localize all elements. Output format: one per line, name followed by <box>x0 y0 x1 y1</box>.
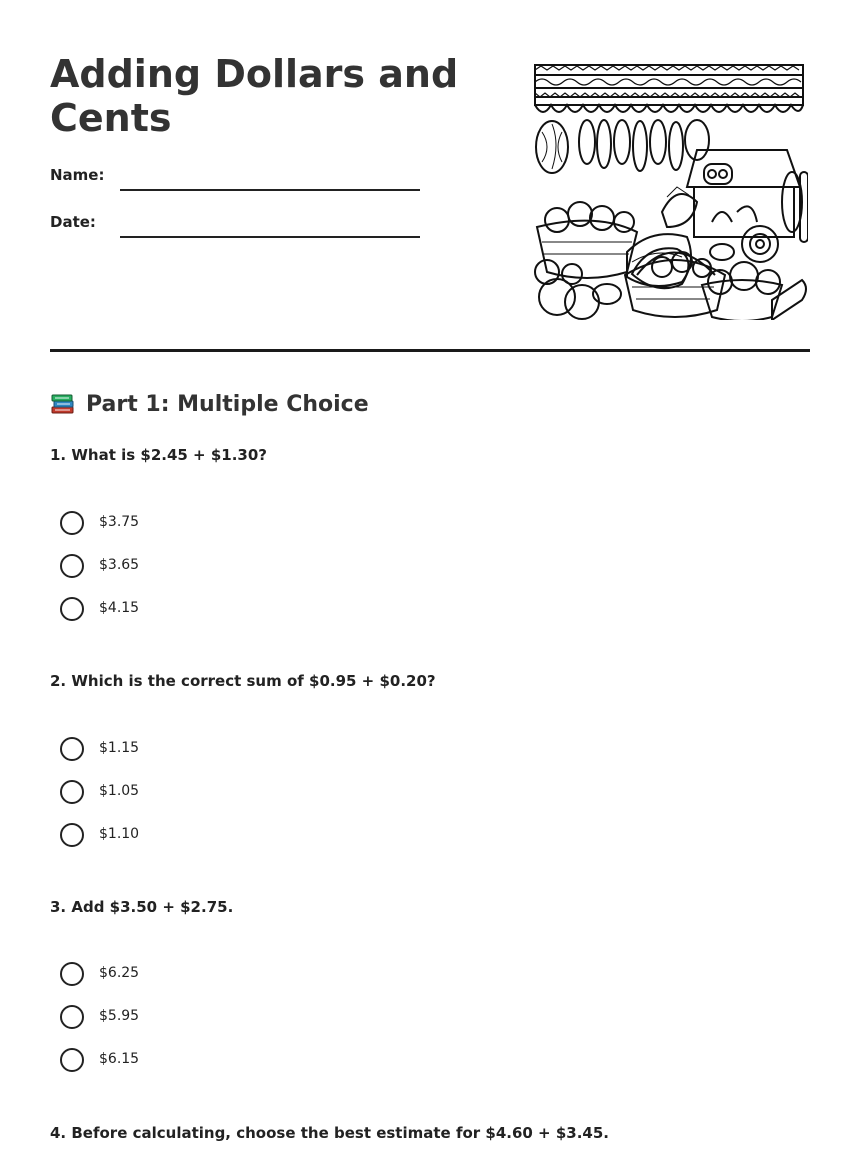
name-input-line[interactable] <box>120 189 420 191</box>
option-label: $4.15 <box>99 600 140 616</box>
part1-title: Part 1: Multiple Choice <box>86 392 369 417</box>
question-2: 2. Which is the correct sum of $0.95 + $0.20? <box>50 672 436 690</box>
option-label: $5.95 <box>99 1008 140 1024</box>
radio-button[interactable] <box>60 823 84 847</box>
radio-button[interactable] <box>60 511 84 535</box>
section-divider <box>50 349 810 352</box>
option-label: $6.15 <box>99 1051 140 1067</box>
date-input-line[interactable] <box>120 236 420 238</box>
question-4: 4. Before calculating, choose the best estimate for $4.60 + $3.45. <box>50 1124 609 1142</box>
option-label: $6.25 <box>99 965 140 981</box>
books-icon <box>50 390 76 416</box>
option-label: $1.10 <box>99 826 140 842</box>
radio-button[interactable] <box>60 780 84 804</box>
option-label: $3.65 <box>99 557 140 573</box>
radio-button[interactable] <box>60 554 84 578</box>
radio-button[interactable] <box>60 737 84 761</box>
option-label: $3.75 <box>99 514 140 530</box>
radio-button[interactable] <box>60 1005 84 1029</box>
question-1: 1. What is $2.45 + $1.30? <box>50 446 267 464</box>
name-label: Name: <box>50 166 105 184</box>
radio-button[interactable] <box>60 962 84 986</box>
option-label: $1.15 <box>99 740 140 756</box>
radio-button[interactable] <box>60 1048 84 1072</box>
part1-heading <box>50 390 369 417</box>
radio-button[interactable] <box>60 597 84 621</box>
option-label: $1.05 <box>99 783 140 799</box>
page-title: Adding Dollars and Cents <box>50 52 459 140</box>
question-3: 3. Add $3.50 + $2.75. <box>50 898 234 916</box>
date-label: Date: <box>50 213 96 231</box>
market-stall-illustration <box>532 62 808 320</box>
